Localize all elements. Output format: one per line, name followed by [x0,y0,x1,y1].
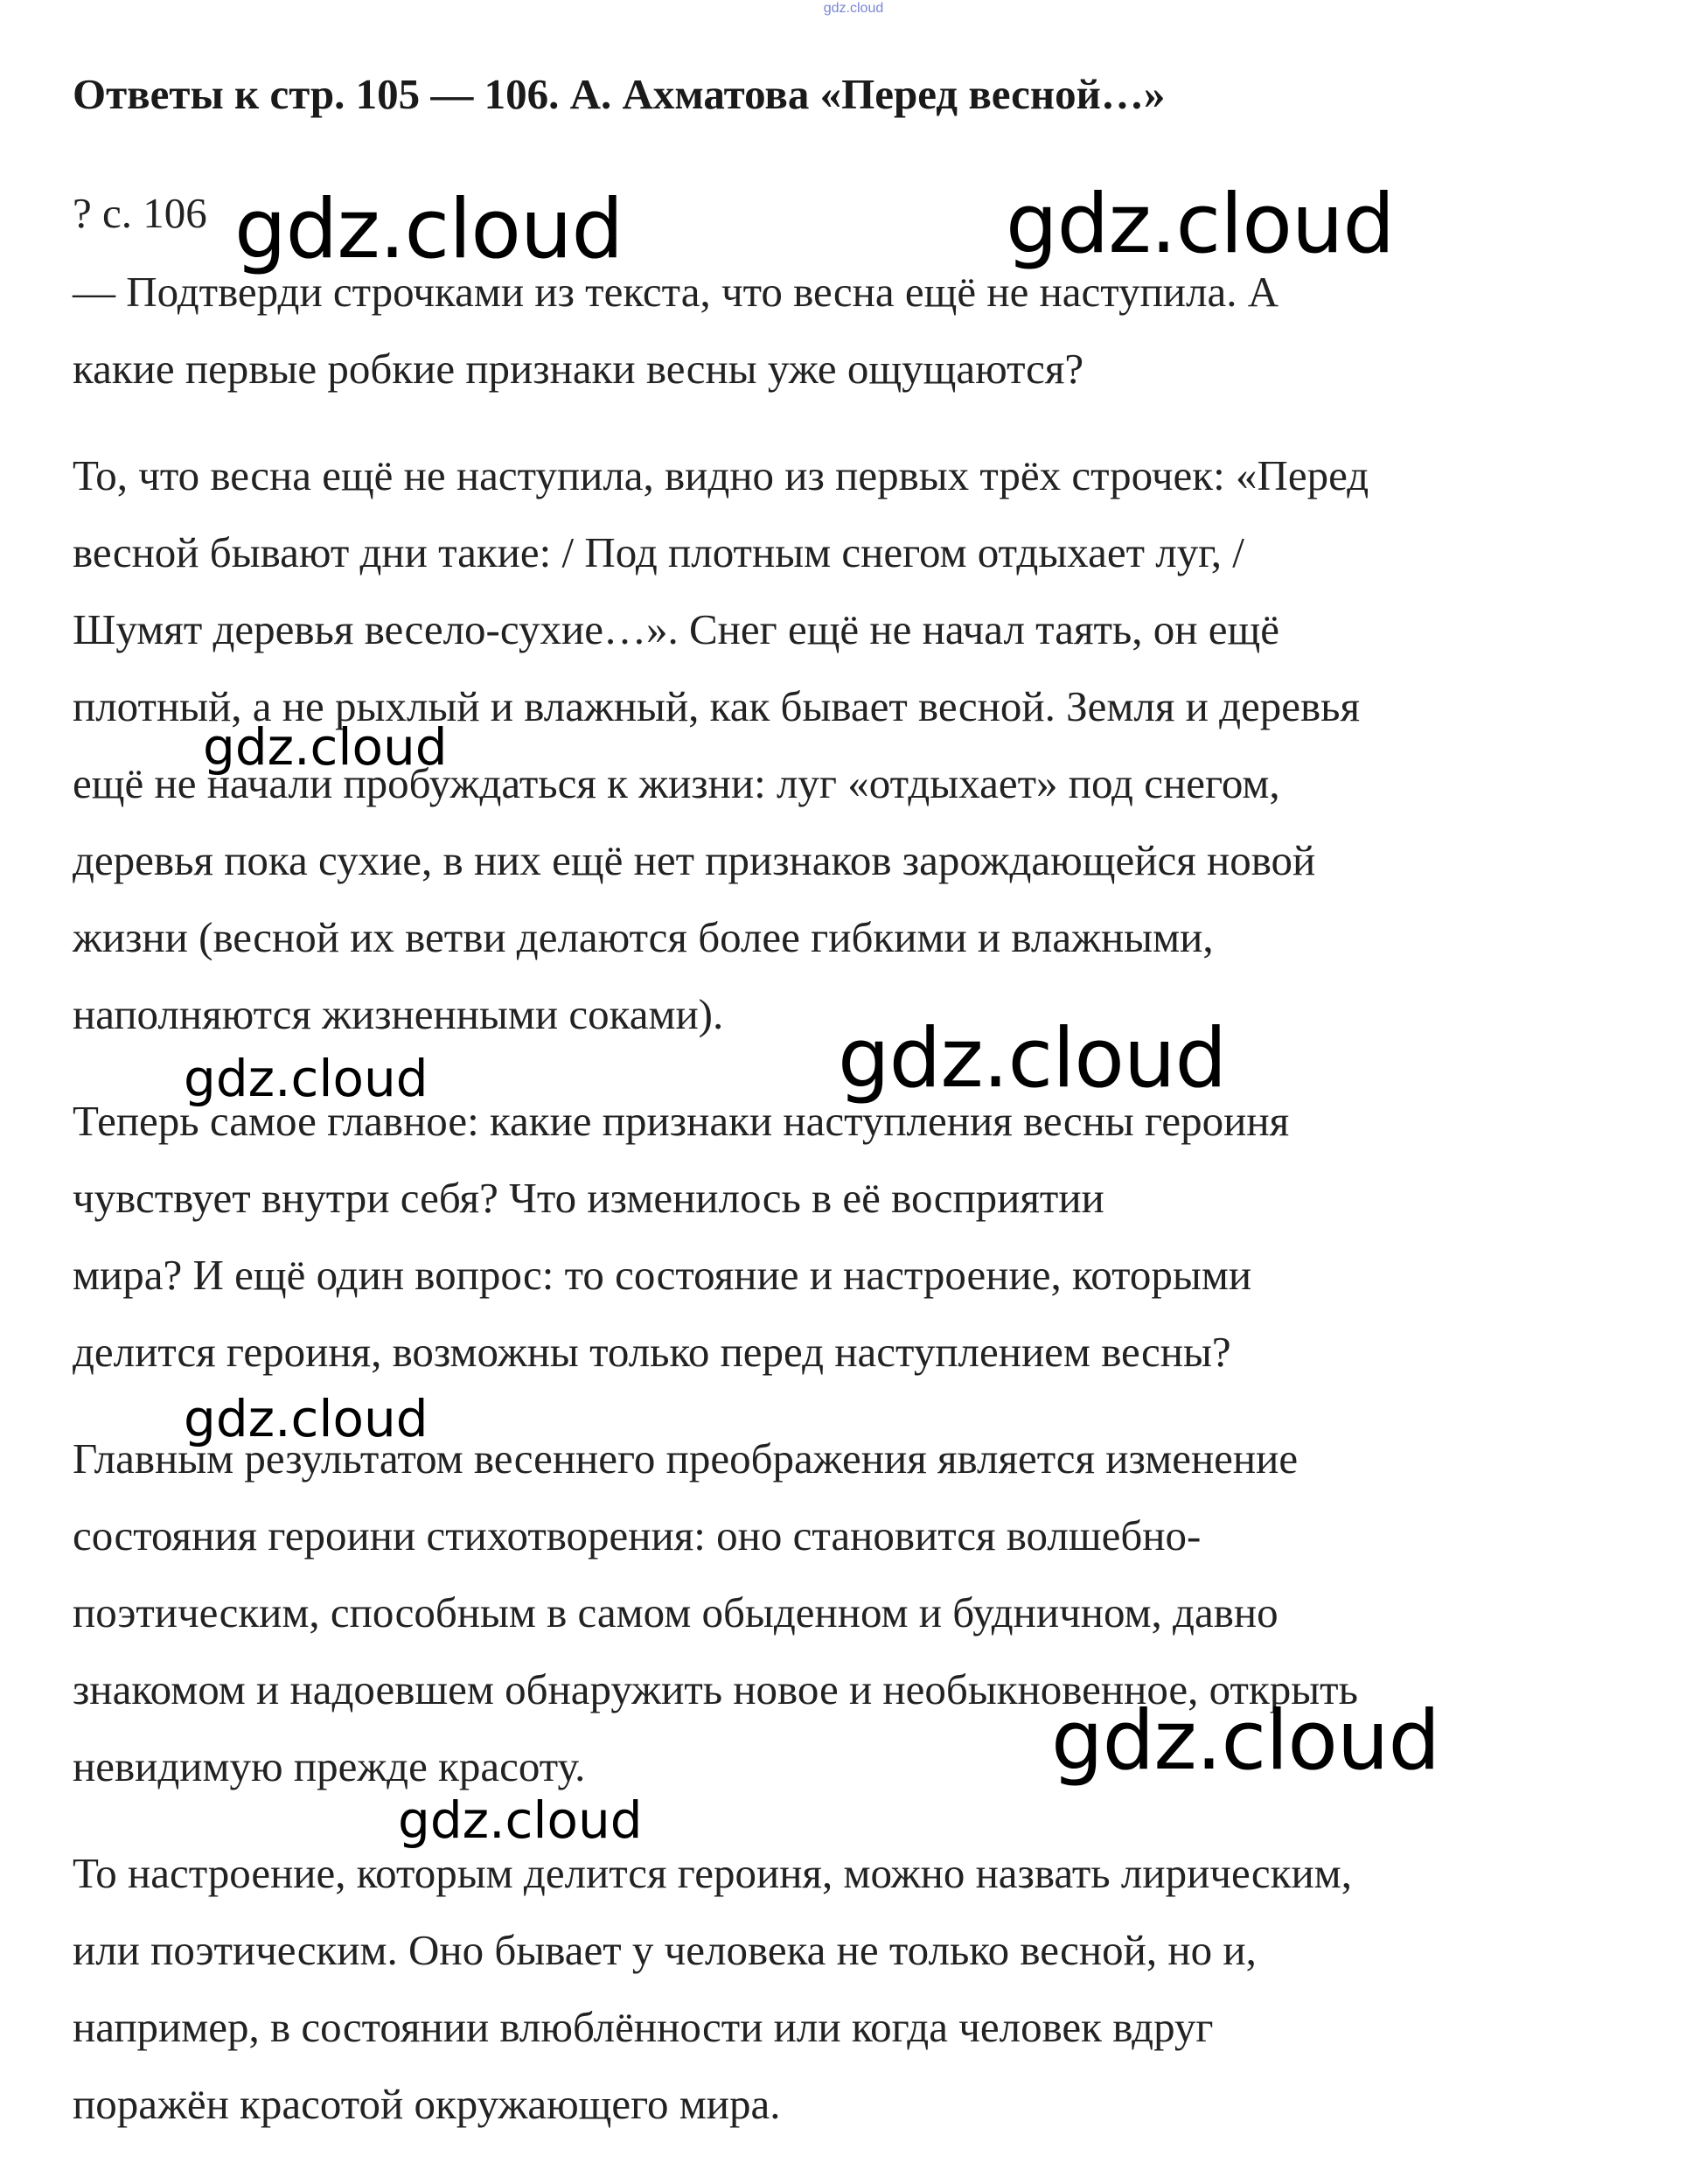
text-line: состояния героини стихотворения: оно становится волшебно- [73,1511,1202,1560]
text-line: делится героиня, возможны только перед наступлением весны? [73,1328,1231,1376]
text-line: Теперь самое главное: какие признаки наступления весны героиня [73,1097,1290,1145]
text-line: плотный, а не рыхлый и влажный, как бывает весной. Земля и деревья [73,682,1361,730]
text-line: поэтическим, способным в самом обыденном и будничном, давно [73,1588,1279,1636]
watermark: gdz.cloud [1051,1693,1440,1789]
text-line: ещё не начали пробуждаться к жизни: луг «отдыхает» под снегом, [73,759,1280,807]
watermark: gdz.cloud [184,1049,428,1108]
text-line: деревья пока сухие, в них ещё нет признаков зарождающейся новой [73,836,1316,884]
text-line: наполняются жизненными соками). [73,990,724,1038]
watermark: gdz.cloud [184,1389,428,1448]
text-line: знакомом и надоевшем обнаружить новое и необыкновенное, открыть [73,1665,1358,1713]
watermark: gdz.cloud [1006,177,1395,272]
text-line: поражён красотой окружающего мира. [73,2080,781,2128]
text-line: Главным результатом весеннего преображения является изменение [73,1434,1299,1483]
text-line: То настроение, которым делится героиня, можно назвать лирическим, [73,1849,1352,1897]
text-line: например, в состоянии влюблённости или когда человек вдруг [73,2003,1214,2051]
text-line: То, что весна ещё не наступила, видно из первых трёх строчек: «Перед [73,451,1369,499]
text-line: — Подтверди строчками из текста, что весна ещё не наступила. А [73,268,1279,316]
question-reference: ? с. 106 [73,189,207,237]
question-paragraph [73,1083,1647,1391]
watermark: gdz.cloud [234,182,624,277]
text-line: жизни (весной их ветви делаются более гибкими и влажными, [73,913,1214,961]
text-line: невидимую прежде красоту. [73,1742,586,1790]
text-line: какие первые робкие признаки весны уже ощущаются? [73,345,1084,393]
watermark: gdz.cloud [838,1011,1227,1106]
text-line: Шумят деревья весело-сухие…». Снег ещё не начал таять, он ещё [73,605,1279,653]
text-line: чувствует внутри себя? Что изменилось в её восприятии [73,1174,1104,1222]
watermark: gdz.cloud [203,717,448,777]
watermark: gdz.cloud [398,1790,643,1850]
text-line: или поэтическим. Оно бывает у человека не только весной, но и, [73,1926,1257,1974]
text-line: мира? И ещё один вопрос: то состояние и настроение, которыми [73,1251,1252,1299]
answer-paragraph [73,1835,1647,2143]
page-title: Ответы к стр. 105 — 106. А. Ахматова «Перед весной…» [73,70,1166,118]
top-watermark: gdz.cloud [823,1,884,16]
text-line: весной бывают дни такие: / Под плотным снегом отдыхает луг, / [73,528,1244,576]
